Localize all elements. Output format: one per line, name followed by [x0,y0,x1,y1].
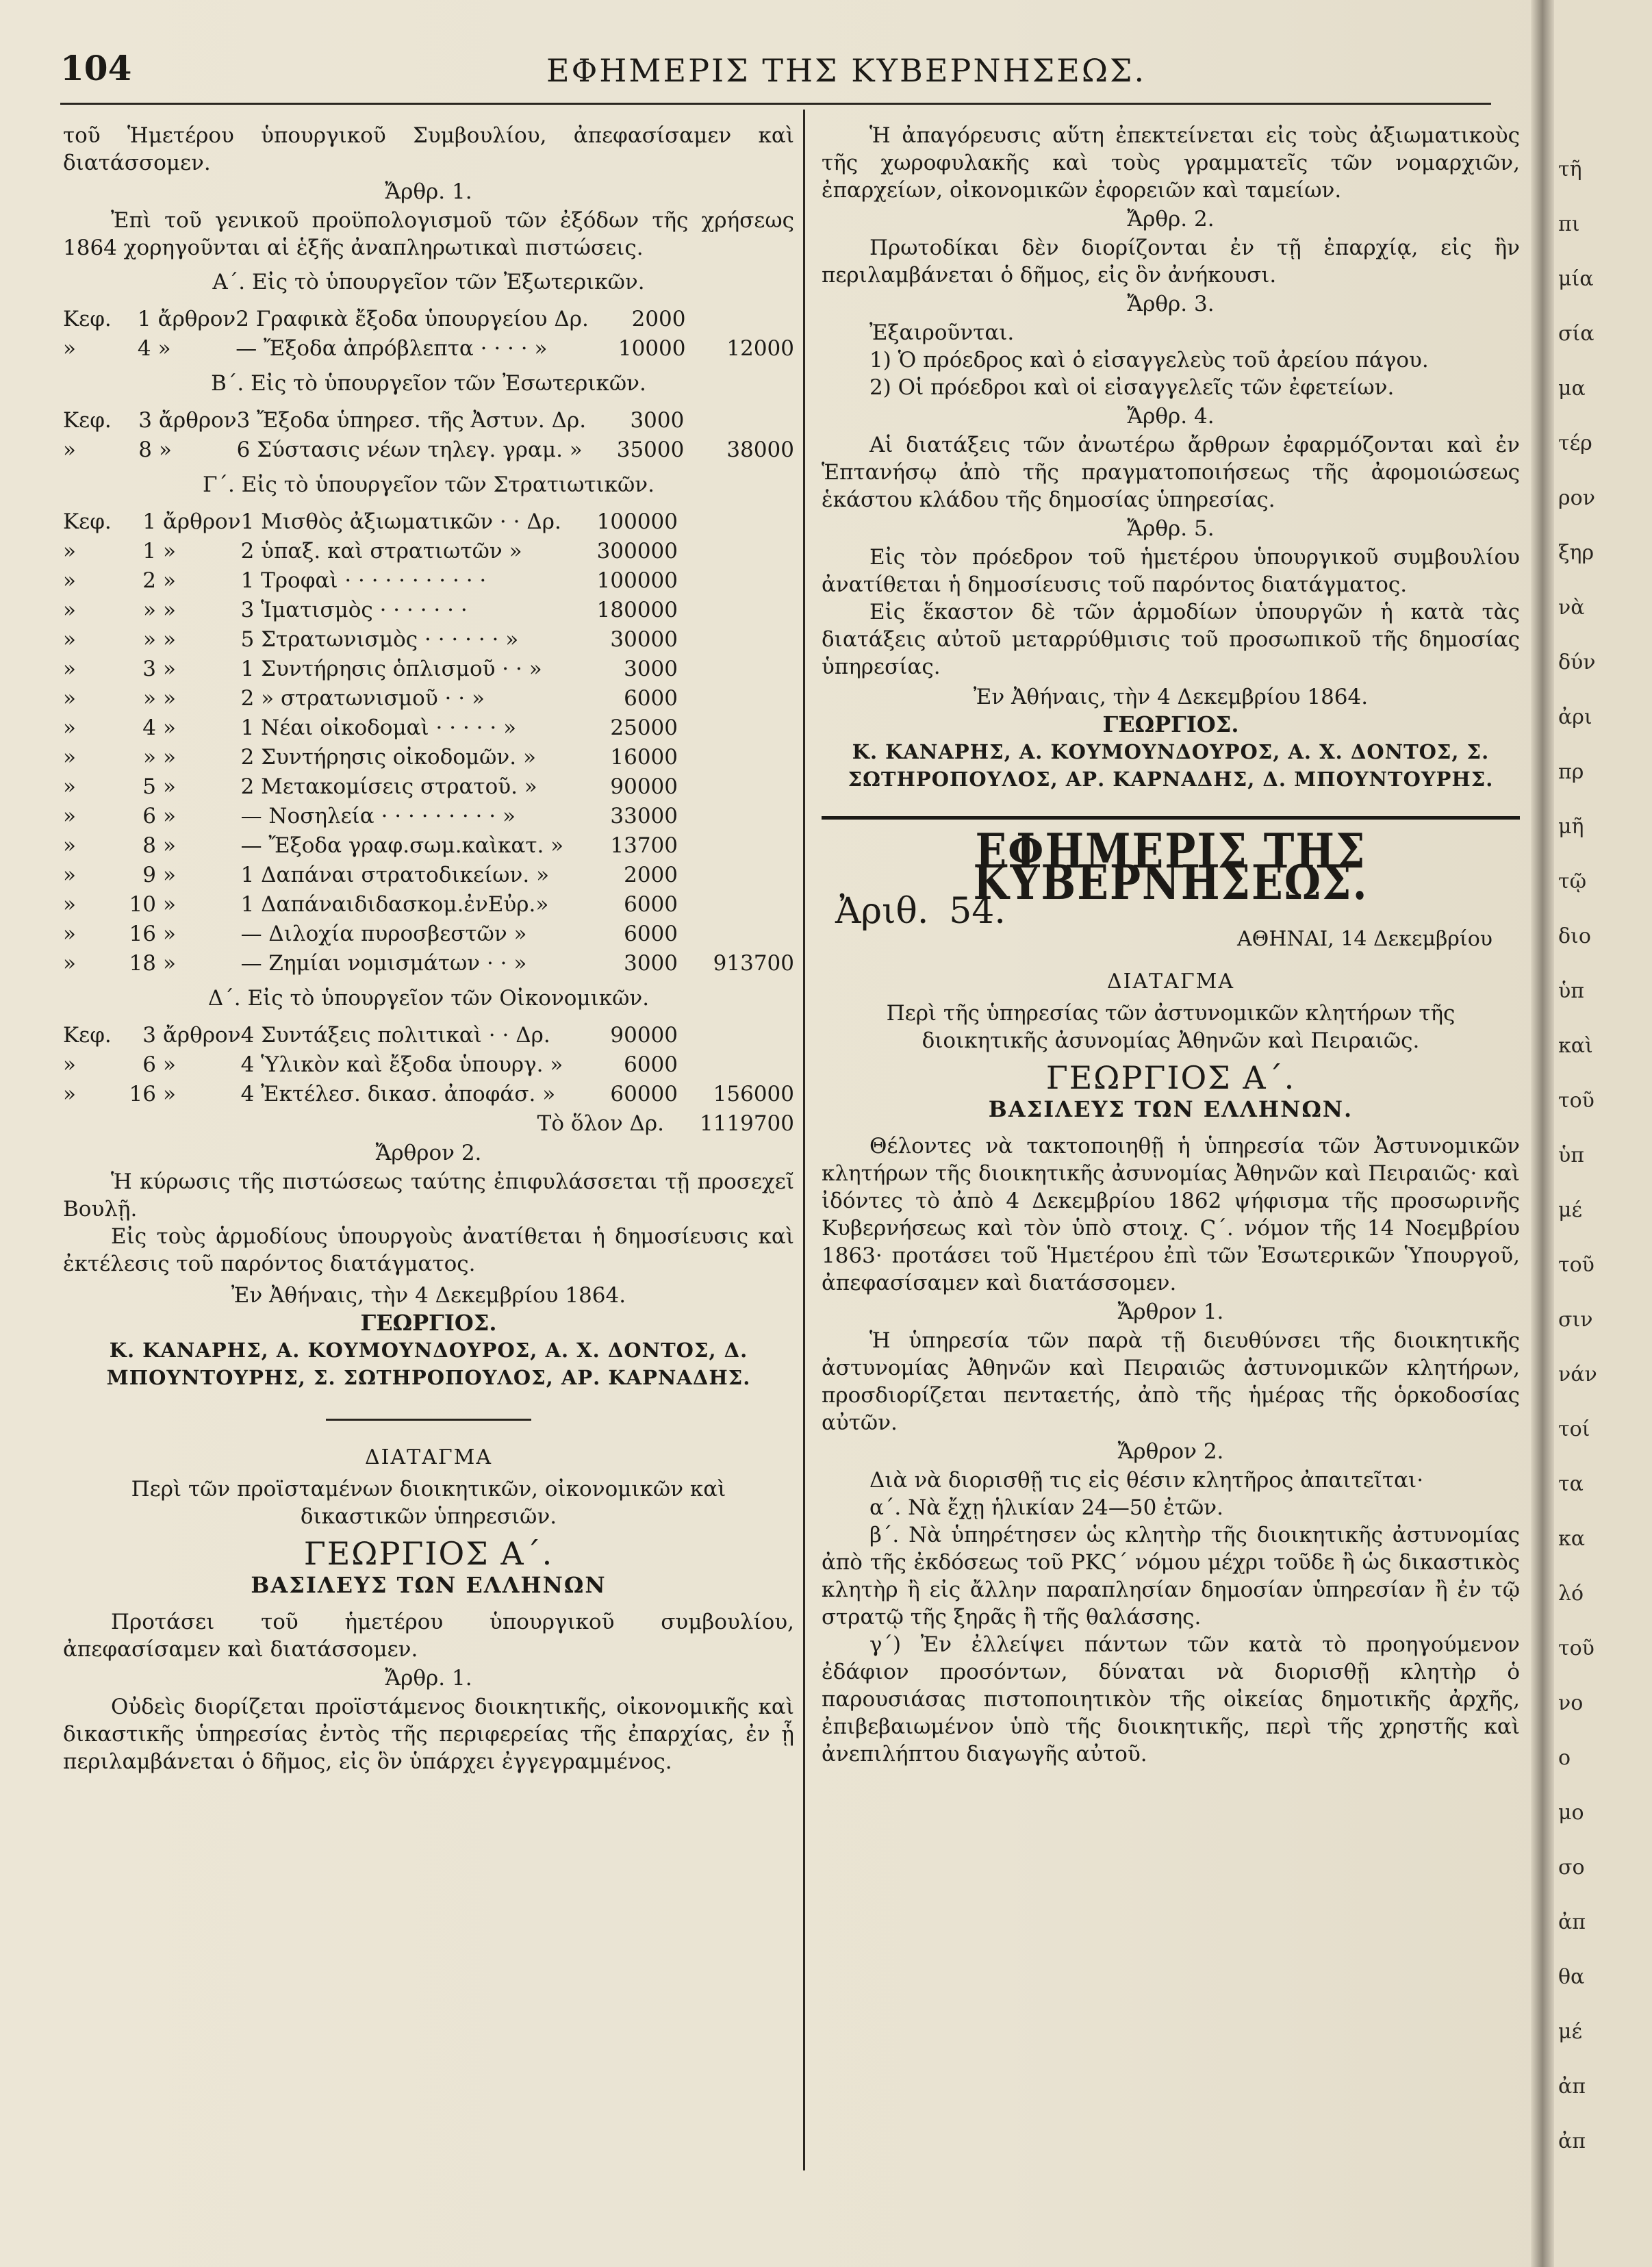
item-description: 4 Ὑλικὸν καὶ ἔξοδα ὑπουργ. » [240,1052,563,1077]
article-mark: » [163,1081,176,1106]
facing-page-fragment: καὶ [1558,1034,1593,1058]
chapter-number: 5 [142,774,156,799]
ministry-total [678,683,794,713]
chapter-number: 10 [129,891,156,917]
item-amount: 6000 [624,891,678,917]
article-text: Ἡ ἀπαγόρευσις αὕτη ἐπεκτείνεται εἰς τοὺς ἀξιωματικοὺς τῆς χωροφυλακῆς καὶ τοὺς γραμματεῖς τῶν νομαρχιῶν, ἐπαρχείων, οἰκονομικῶν ἐφορειῶν καὶ ταμείων. [822,123,1520,203]
facing-page-fragment: ρον [1558,486,1595,510]
article-mark: » [163,538,176,563]
item-description: — Νοσηλεία · · · · · · · · · » [240,803,516,828]
facing-page-fragment: μο [1558,1801,1584,1825]
item-amount: 10000 [618,335,686,361]
decree-preamble: Θέλοντες νὰ τακτοποιηθῇ ἡ ὑπηρεσία τῶν Ἀστυνομικῶν κλητήρων τῆς διοικητικῆς ἀσυνομίας Ἀθηνῶν καὶ Πειραιῶς· καὶ ἰδόντες τὸ ἀπὸ 4 Δεκεμβρίου 1862 ψήφισμα τῆς προσωρινῆς Κυβερνήσεως καὶ τὸν ὑπὸ στοιχ. Ϛ΄. νόμον τῆς 14 Νοεμβρίου 1863· προτάσει τοῦ Ἡμετέρου ἐπὶ τῶν Ἐσωτερικῶν Ὑπουργοῦ, ἀπεφασίσαμεν καὶ διατάσσομεν. [822,1134,1520,1295]
facing-page-fragment: σο [1558,1856,1585,1879]
ministry-total [678,507,794,536]
grand-total-row [63,1109,794,1138]
chapter-number: 6 [142,803,156,828]
ministry-heading: Γ΄. Εἰς τὸ ὑπουργεῖον τῶν Στρατιωτικῶν. [202,472,655,497]
budget-appropriations [63,268,794,1109]
facing-page-fragment: δύν [1558,650,1596,674]
ministry-total: 913700 [713,950,794,976]
facing-page-fragment: μέ [1558,2020,1583,2044]
left-column [63,122,794,1775]
chapter-number: 8 [138,437,153,462]
chapter-mark: Κεφ. [63,407,112,433]
table-row [63,889,794,919]
item-amount: 13700 [610,833,678,858]
ministry-total [678,566,794,595]
facing-page-fragment: ἀπ [1558,1910,1586,1934]
article-mark: » [163,568,176,593]
chapter-mark: » [63,437,76,462]
article-mark: » [163,891,176,917]
article-heading: Ἄρθρον 1. [1117,1300,1224,1324]
item-description: 2 Γραφικὰ ἔξοδα ὑπουργείου Δρ. [236,306,589,331]
chapter-number: » [143,685,156,711]
ministry-total [678,772,794,801]
decree-label: ΔΙΑΤΑΓΜΑ [1106,970,1235,993]
facing-page-fragment: ο [1558,1746,1571,1770]
chapter-mark: » [63,656,76,681]
ministry-total [678,831,794,860]
article-text: Οὐδεὶς διορίζεται προϊστάμενος διοικητικῆς, οἰκονομικῆς καὶ δικαστικῆς ὑπηρεσίας ἐντὸς τῆς περιφερείας τῆς ἐπαρχίας, ἐν ᾗ περιλαμβάνεται ὁ δῆμος, εἰς ὃν ὑπάρχει ἐγγεγραμμένος. [63,1695,794,1774]
item-amount: 30000 [610,626,678,652]
ministry-total [678,654,794,683]
item-amount: 6000 [624,921,678,946]
facing-page-fragment: πι [1558,212,1580,236]
place-date: Ἐν Ἀθήναις, τὴν 4 Δεκεμβρίου 1864. [231,1283,626,1308]
table-row [63,831,794,860]
item-amount: 25000 [610,715,678,740]
header-rule [60,103,1491,105]
table-row [63,1079,794,1109]
running-head: ΕΦΗΜΕΡΙΣ ΤΗΣ ΚΥΒΕΡΝΗΣΕΩΣ. [546,52,1147,89]
item-amount: 90000 [610,1022,678,1048]
facing-page-fragment: πρ [1558,760,1584,784]
facing-page-fragment: ἀπ [1558,2129,1586,2153]
table-row [63,566,794,595]
masthead-title: ΕΦΗΜΕΡΙΣ ΤΗΣ ΚΥΒΕΡΝΗΣΕΩΣ. [973,824,1369,911]
chapter-number: 4 [137,335,151,361]
article-text: Αἱ διατάξεις τῶν ἀνωτέρω ἄρθρων ἐφαρμόζονται καὶ ἐν Ἑπτανήσῳ ἀπὸ τῆς πραγματοποιήσεως τῆς ἀφομοιώσεως ἑκάστου κλάδου τῆς δημοσίας ὑπηρεσίας. [822,433,1520,512]
item-description: — Ζημίαι νομισμάτων · · » [240,950,527,976]
item-amount: 180000 [596,597,678,622]
ministry-total [678,801,794,831]
facing-page-fragment: σιν [1558,1308,1593,1332]
facing-page-fragment: ὑπ [1558,1143,1584,1167]
item-description: 5 Στρατωνισμὸς · · · · · · » [240,626,519,652]
chapter-number: 8 [142,833,156,858]
chapter-mark: Κεφ. [63,306,112,331]
article-text: Ἡ ὑπηρεσία τῶν παρὰ τῇ διευθύνσει τῆς διοικητικῆς ἀστυνομίας Ἀθηνῶν καὶ Πειραιῶς ἀστυνομικῶν κλητήρων, προσδιορίζεται πενταετής, ἀπὸ τῆς ἡμέρας τῆς ὁρκοδοσίας αὐτῶν. [822,1328,1520,1435]
chapter-number: 16 [129,1081,156,1106]
royal-signature: ΓΕΩΡΓΙΟΣ. [1102,711,1239,737]
article-text: Ἐπὶ τοῦ γενικοῦ προϋπολογισμοῦ τῶν ἐξόδων τῆς χρήσεως 1864 χορηγοῦνται αἱ ἑξῆς ἀναπληρωτικαὶ πιστώσεις. [63,208,794,260]
facing-page-fragment: μα [1558,377,1586,401]
article-text: Πρωτοδίκαι δὲν διορίζονται ἐν τῇ ἐπαρχίᾳ, εἰς ἣν περιλαμβάνεται ὁ δῆμος, εἰς ὃν ἀνήκουσι. [822,236,1520,288]
column-divider [803,110,805,2170]
item-amount: 300000 [596,538,678,563]
item-description: 4 Συντάξεις πολιτικαὶ · · Δρ. [240,1022,550,1048]
chapter-number: » [143,626,156,652]
item-amount: 90000 [610,774,678,799]
chapter-mark: » [63,1052,76,1077]
facing-page-fragment: διο [1558,924,1591,948]
chapter-number: 1 [142,509,156,534]
chapter-mark: » [63,744,76,770]
article-mark: » [163,921,176,946]
article-heading: Ἄρθρ. 1. [385,179,472,204]
page-header [60,42,1484,97]
article-heading: Ἄρθρ. 2. [1127,207,1215,231]
page-number: 104 [60,48,132,88]
item-amount: 2000 [624,862,678,887]
ministry-total [678,742,794,772]
chapter-mark: » [63,950,76,976]
item-description: 1 Δαπάναι στρατοδικείων. » [240,862,550,887]
chapter-mark: » [63,626,76,652]
article-mark: » [163,744,176,770]
decree-preamble: Προτάσει τοῦ ἡμετέρου ὑπουργικοῦ συμβουλίου, ἀπεφασίσαμεν καὶ διατάσσομεν. [63,1610,794,1662]
chapter-mark: » [63,774,76,799]
article-mark: » [163,685,176,711]
ministry-total: 38000 [726,437,794,462]
chapter-number: 9 [142,862,156,887]
facing-page-fragment: ἀπ [1558,2075,1586,2099]
item-description: — Ἔξοδα ἀπρόβλεπτα · · · · » [236,335,548,361]
item-description: 2 Μετακομίσεις στρατοῦ. » [240,774,537,799]
facing-page-fragment: ξηρ [1558,541,1594,565]
chapter-mark: » [63,1081,76,1106]
facing-page-edge [1554,0,1652,2267]
chapter-mark: » [63,335,76,361]
item-description: 4 Ἐκτέλεσ. δικασ. ἀποφάσ. » [240,1081,556,1106]
article-mark: » [163,656,176,681]
facing-page-fragment: τέρ [1558,431,1592,455]
budget-table [63,304,794,363]
facing-page-fragment: μέ [1558,1198,1583,1222]
item-description: 2 Συντήρησις οἰκοδομῶν. » [240,744,536,770]
table-row [63,624,794,654]
article-text: Εἰς ἕκαστον δὲ τῶν ἁρμοδίων ὑπουργῶν ἡ κατὰ τὰς διατάξεις αὐτοῦ μεταρρύθμισις τοῦ προσωπικοῦ τῆς δημοσίας ὑπηρεσίας. [822,600,1520,679]
item-amount: 6000 [624,685,678,711]
chapter-number: 4 [142,715,156,740]
ministry-total [684,405,794,435]
article-heading: Ἄρθρον 2. [1117,1439,1224,1464]
article-mark: ἄρθρον [163,1022,241,1048]
ministry-total: 156000 [713,1081,794,1106]
chapter-mark: » [63,862,76,887]
chapter-mark: » [63,803,76,828]
article-text: Διὰ νὰ διορισθῇ τις εἰς θέσιν κλητῆρος ἀπαιτεῖται· [869,1468,1424,1493]
chapter-mark: » [63,891,76,917]
right-column [822,122,1520,1768]
ministry-total [678,889,794,919]
article-mark: » [163,626,176,652]
chapter-mark: » [63,685,76,711]
facing-page-fragment: νο [1558,1691,1584,1715]
article-mark: » [163,803,176,828]
item-amount: 3000 [630,407,685,433]
list-item: β΄. Νὰ ὑπηρέτησεν ὡς κλητὴρ τῆς διοικητικῆς ἀστυνομίας ἀπὸ τῆς ἐκδόσεως τοῦ ΡΚϚ΄ νόμου μέχρι τοῦδε ἢ ὡς δικαστικὸς κλητὴρ ἢ εἰς ἄλλην παραπλησίαν δημοσίαν ὑπηρεσίαν ἢ ἐν τῷ στρατῷ τῆς ξηρᾶς ἢ τῆς θαλάσσης. [822,1523,1520,1630]
article-mark: » [163,715,176,740]
item-description: 1 Μισθὸς ἀξιωματικῶν · · Δρ. [240,509,561,534]
item-description: 1 Δαπάναιδιδασκομ.ἐνΕὐρ.» [240,891,549,917]
chapter-mark: » [63,597,76,622]
item-amount: 16000 [610,744,678,770]
decree-subject: Περὶ τῶν προϊσταμένων διοικητικῶν, οἰκονομικῶν καὶ δικαστικῶν ὑπηρεσιῶν. [131,1477,726,1529]
chapter-mark: » [63,715,76,740]
minister-signatures: Κ. ΚΑΝΑΡΗΣ, Α. ΚΟΥΜΟΥΝΔΟΥΡΟΣ, Α. Χ. ΔΟΝΤΟΣ, Σ. ΣΩΤΗΡΟΠΟΥΛΟΣ, ΑΡ. ΚΑΡΝΑΔΗΣ, Δ. ΜΠΟΥΝΤΟΥΡΗΣ. [848,740,1494,791]
ministry-total [678,536,794,566]
facing-page-fragment: τῷ [1558,870,1587,894]
ministry-total [678,919,794,948]
article-text: Ἡ κύρωσις τῆς πιστώσεως ταύτης ἐπιφυλάσσεται τῇ προσεχεῖ Βουλῇ. [63,1169,794,1221]
table-row [63,654,794,683]
royal-signature: ΓΕΩΡΓΙΟΣ. [360,1310,497,1336]
budget-table [63,1020,794,1109]
article-mark: » [163,1052,176,1077]
grand-total-label: Τὸ ὅλον Δρ. [537,1111,664,1136]
item-description: 1 Συντήρησις ὁπλισμοῦ · · » [240,656,542,681]
chapter-number: » [143,597,156,622]
table-row [63,801,794,831]
chapter-number: 2 [142,568,156,593]
article-mark: » [163,950,176,976]
article-mark: ἄρθρον [163,509,241,534]
ministry-total [678,860,794,889]
chapter-number: 3 [142,1022,156,1048]
item-amount: 100000 [596,509,678,534]
article-mark: ἄρθρον [157,306,236,331]
article-mark: ἄρθρον [159,407,237,433]
item-description: 3 Ἔξοδα ὑπηρεσ. τῆς Ἀστυν. Δρ. [236,407,587,433]
issue-number: 54. [949,891,1006,932]
facing-page-fragment: μία [1558,267,1594,291]
place-date: Ἐν Ἀθήναις, τὴν 4 Δεκεμβρίου 1864. [973,685,1369,709]
chapter-number: 6 [142,1052,156,1077]
chapter-number: 18 [129,950,156,976]
item-amount: 60000 [610,1081,678,1106]
item-amount: 3000 [624,656,678,681]
ministry-total [678,1050,794,1079]
chapter-mark: » [63,568,76,593]
chapter-number: 3 [142,656,156,681]
table-row [63,536,794,566]
table-row [63,772,794,801]
item-amount: 100000 [596,568,678,593]
facing-page-fragment: τῆ [1558,157,1582,181]
facing-page-fragment: λό [1558,1582,1584,1606]
table-row [63,919,794,948]
table-row [63,1020,794,1050]
item-description: — Διλοχία πυροσβεστῶν » [240,921,527,946]
item-description: 2 ὑπαξ. καὶ στρατιωτῶν » [240,538,522,563]
table-row [63,304,794,333]
item-description: — Ἔξοδα γραφ.σωμ.καὶκατ. » [240,833,564,858]
decree-subject: Περὶ τῆς ὑπηρεσίας τῶν ἀστυνομικῶν κλητήρων τῆς διοικητικῆς ἀσυνομίας Ἀθηνῶν καὶ Πειραιῶς. [886,1001,1456,1053]
king-title: ΒΑΣΙΛΕΥΣ ΤΩΝ ΕΛΛΗΝΩΝ [251,1572,607,1598]
article-text: Εἰς τὸν πρόεδρον τοῦ ἡμετέρου ὑπουργικοῦ συμβουλίου ἀνατίθεται ἡ δημοσίευσις τοῦ παρόντος διατάγματος. [822,545,1520,597]
article-heading: Ἄρθρ. 1. [385,1666,472,1690]
table-row [63,948,794,978]
item-description: 3 Ἱματισμὸς · · · · · · · [240,597,468,622]
chapter-mark: Κεφ. [63,509,112,534]
ministry-total [686,304,794,333]
table-row [63,333,794,363]
king-title: ΒΑΣΙΛΕΥΣ ΤΩΝ ΕΛΛΗΝΩΝ. [988,1096,1354,1122]
ministry-heading: Α΄. Εἰς τὸ ὑπουργεῖον τῶν Ἐξωτερικῶν. [212,270,645,294]
facing-page-fragment: ὑπ [1558,979,1584,1003]
budget-table [63,405,794,464]
table-row [63,860,794,889]
table-row [63,507,794,536]
item-amount: 3000 [624,950,678,976]
item-amount: 2000 [631,306,686,331]
article-mark: » [163,597,176,622]
table-row [63,713,794,742]
facing-page-fragment: τοῦ [1558,1089,1594,1113]
section-rule [326,1419,531,1421]
budget-table [63,507,794,978]
decree-label: ΔΙΑΤΑΓΜΑ [364,1445,493,1469]
facing-page-fragment: σία [1558,322,1594,346]
facing-page-fragment: τα [1558,1472,1584,1496]
chapter-mark: » [63,921,76,946]
article-mark: » [157,335,171,361]
chapter-number: 16 [129,921,156,946]
facing-page-fragment: μῆ [1558,815,1584,839]
table-row [63,1050,794,1079]
item-description: 1 Νέαι οἰκοδομαὶ · · · · · » [240,715,517,740]
masthead-rule [822,816,1520,820]
item-amount: 33000 [610,803,678,828]
item-description: 6 Σύστασις νέων τηλεγ. γραμ. » [236,437,583,462]
item-amount: 35000 [616,437,685,462]
facing-page-fragment: τοί [1558,1417,1590,1441]
chapter-mark: Κεφ. [63,1022,112,1048]
execution-text: Εἰς τοὺς ἁρμοδίους ὑπουργοὺς ἀνατίθεται ἡ δημοσίευσις καὶ ἐκτέλεσις τοῦ παρόντος διατάγματος. [63,1224,794,1276]
ministry-total [678,713,794,742]
intro-text: τοῦ Ἡμετέρου ὑπουργικοῦ Συμβουλίου, ἀπεφασίσαμεν καὶ διατάσσομεν. [63,123,794,175]
article-mark: » [163,833,176,858]
minister-signatures: Κ. ΚΑΝΑΡΗΣ, Α. ΚΟΥΜΟΥΝΔΟΥΡΟΣ, Α. Χ. ΔΟΝΤΟΣ, Δ. ΜΠΟΥΝΤΟΥΡΗΣ, Σ. ΣΩΤΗΡΟΠΟΥΛΟΣ, ΑΡ. ΚΑΡΝΑΔΗΣ. [106,1339,751,1389]
facing-page-fragment: θα [1558,1965,1585,1989]
article-heading: Ἄρθρ. 4. [1127,404,1215,429]
chapter-mark: » [63,833,76,858]
king-name: ΓΕΩΡΓΙΟΣ Α΄. [303,1535,554,1572]
chapter-mark: » [63,538,76,563]
table-row [63,405,794,435]
article-text: Ἐξαιροῦνται. [869,320,1015,345]
article-mark: » [163,862,176,887]
item-description: 1 Τροφαὶ · · · · · · · · · · · [240,568,487,593]
facing-page-fragment: τοῦ [1558,1253,1594,1277]
article-mark: » [159,437,172,462]
table-row [63,683,794,713]
dateline: ΑΘΗΝΑΙ, 14 Δεκεμβρίου [1236,927,1492,951]
article-heading: Ἄρθρ. 5. [1127,516,1215,541]
list-item: 1) Ὁ πρόεδρος καὶ ὁ εἰσαγγελεὺς τοῦ ἀρείου πάγου. [869,348,1429,372]
chapter-number: 3 [138,407,153,433]
ministry-total: 12000 [726,335,794,361]
facing-page-fragment: ἀρι [1558,705,1592,729]
chapter-number: 1 [137,306,151,331]
ministry-heading: Δ΄. Εἰς τὸ ὑπουργεῖον τῶν Οἰκονομικῶν. [207,986,650,1011]
king-name: ΓΕΩΡΓΙΟΣ Α΄. [1045,1059,1296,1096]
chapter-number: » [143,744,156,770]
list-item: γ΄) Ἐν ἐλλείψει πάντων τῶν κατὰ τὸ προηγούμενον ἐδάφιον προσόντων, δύναται νὰ διορισθῇ κλητὴρ ὁ παρουσιάσας πιστοποιητικὸν τῆς οἰκείας δημοτικῆς ἀρχῆς, ἐπιβεβαιωμένον ὑπὸ τῆς διοικητικῆς, περὶ τῆς χρηστῆς καὶ ἀνεπιλήπτου διαγωγῆς αὐτοῦ. [822,1632,1520,1766]
ministry-total [678,624,794,654]
table-row [63,435,794,464]
grand-total-value: 1119700 [699,1111,794,1136]
article-heading: Ἄρθρ. 3. [1127,292,1215,316]
article-heading: Ἄρθρον 2. [375,1141,482,1165]
ministry-total [678,595,794,624]
chapter-number: 1 [142,538,156,563]
table-row [63,742,794,772]
list-item: α΄. Νὰ ἔχῃ ἡλικίαν 24—50 ἐτῶν. [869,1495,1223,1520]
item-description: 2 » στρατωνισμοῦ · · » [240,685,485,711]
ministry-heading: Β΄. Εἰς τὸ ὑπουργεῖον τῶν Ἐσωτερικῶν. [211,371,646,396]
table-row [63,595,794,624]
facing-page-fragment: νάν [1558,1363,1597,1386]
list-item: 2) Οἱ πρόεδροι καὶ οἱ εἰσαγγελεῖς τῶν ἐφετείων. [869,375,1395,400]
facing-page-fragment: κα [1558,1527,1586,1551]
binding-gutter [1531,0,1554,2267]
facing-page-fragment: τοῦ [1558,1636,1594,1660]
ministry-total [678,1020,794,1050]
article-mark: » [163,774,176,799]
facing-page-fragment: νὰ [1558,596,1585,620]
issue-label: Ἀριθ. [835,891,929,932]
item-amount: 6000 [624,1052,678,1077]
